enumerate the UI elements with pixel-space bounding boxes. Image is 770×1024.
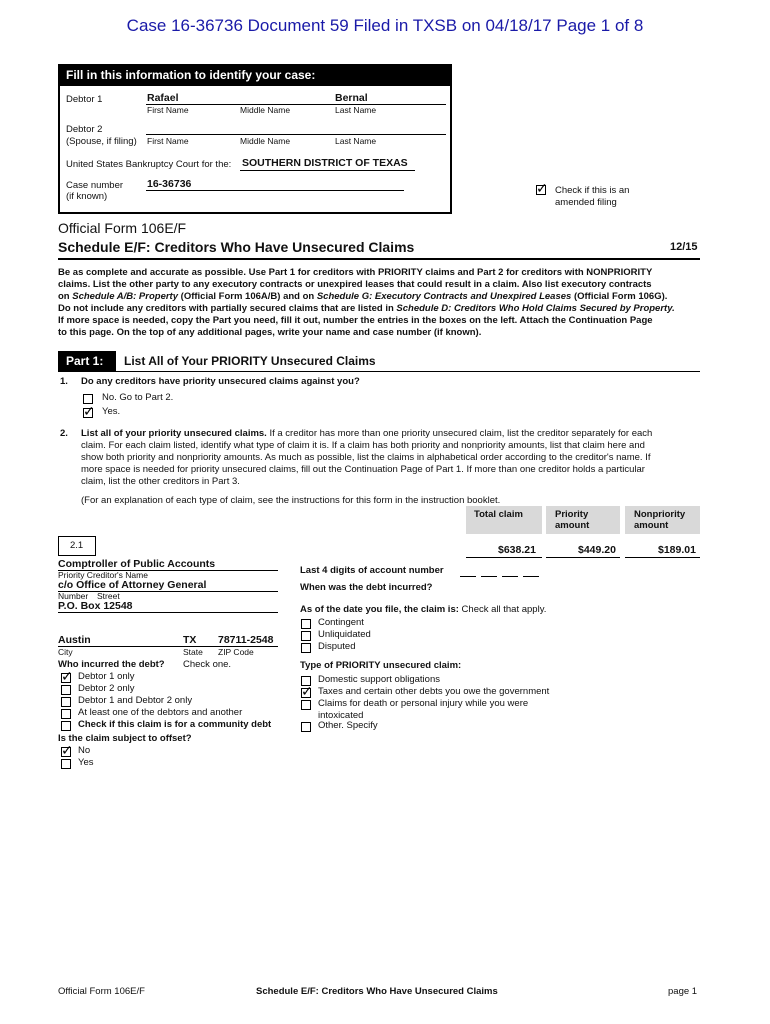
part1-label: Part 1: [58,351,116,371]
debtor1-name-line [146,104,446,105]
case-number-label: Case number [66,180,124,191]
debtor1-and-debtor2-label: Debtor 1 and Debtor 2 only [78,695,193,706]
case-number-sub-label: (if known) [66,191,108,202]
debtor2-sub-label: (Spouse, if filing) [66,136,137,147]
court-label: United States Bankruptcy Court for the: [66,159,232,170]
debtor2-only-checkbox[interactable] [61,685,71,695]
taxes-checkbox[interactable] [301,688,311,698]
contingent-label: Contingent [318,617,364,628]
domestic-support-label: Domestic support obligations [318,674,440,685]
creditor-name-caption: Priority Creditor's Name [58,570,148,580]
city-caption: City [58,647,73,657]
identification-box-title-bar [58,64,452,86]
priority-amount-line [546,557,620,558]
q1-no-label: No. Go to Part 2. [102,392,174,403]
other-specify-label: Other. Specify [318,720,378,731]
footer-title: Schedule E/F: Creditors Who Have Unsecured Claims [256,986,498,997]
form-title: Schedule E/F: Creditors Who Have Unsecured Claims [58,239,415,255]
q2-line-5: claim, list the other creditors in Part 3. [81,476,240,487]
q2-line-2: claim. For each claim listed, identify what type of claim it is. If a claim has both priority and nonpriority amounts, list that claim here and [81,440,645,451]
q1-yes-label: Yes. [102,406,121,417]
creditor-address-2-line [58,612,278,613]
nonpriority-amount-line [625,557,700,558]
case-number-value[interactable]: 16-36736 [147,178,192,190]
amended-filing-label-2: amended filing [555,197,617,208]
debtor2-first-name-caption: First Name [147,136,189,146]
taxes-label: Taxes and certain other debts you owe the government [318,686,550,697]
death-injury-label-1: Claims for death or personal injury while you were [318,698,529,709]
total-claim-header: Total claim [474,509,523,520]
at-least-one-debtor-checkbox[interactable] [61,709,71,719]
claim-total-amount[interactable]: $638.21 [498,544,536,556]
debtor2-only-label: Debtor 2 only [78,683,135,694]
instructions-line-4: Do not include any creditors with partially secured claims that are listed in Schedule D: Creditors Who Hold Claims Secured by Property. [58,303,675,314]
nonpriority-header-2: amount [634,520,669,531]
q2-line-4: more space is needed for priority unsecured claims, fill out the Continuation Page of Part 1. If more than one creditor holds a particular [81,464,645,475]
debtor1-last-name-caption: Last Name [335,105,377,115]
last4-label: Last 4 digits of account number [300,565,444,576]
address-number-caption: Number [58,591,89,601]
address-street-caption: Street [97,591,120,601]
instructions-line-6: to this page. On the top of any additional pages, write your name and case number (if known). [58,327,482,338]
creditor-address-1-line [58,591,278,592]
creditor-zip[interactable]: 78711-2548 [218,634,274,646]
unliquidated-checkbox[interactable] [301,631,311,641]
offset-yes-label: Yes [78,757,94,768]
debtor1-middle-name-caption: Middle Name [240,105,291,115]
last4-digit-2[interactable] [481,576,497,577]
instructions-line-2: claims. List the other party to any executory contracts or unexpired leases that could result in a claim. Also list executory contracts [58,279,652,290]
creditor-address-1[interactable]: c/o Office of Attorney General [58,579,207,591]
priority-header-1: Priority [555,509,589,520]
who-incurred-hint: Check one. [183,659,232,670]
disputed-label: Disputed [318,641,356,652]
state-caption: State [183,647,203,657]
debtor2-name-line[interactable] [146,134,446,135]
q2-line-3: show both priority and nonpriority amounts. As much as possible, list the claims in alphabetical order according to the creditor's name. If [81,452,651,463]
q2-note: (For an explanation of each type of claim, see the instructions for this form in the instruction booklet. [81,495,501,506]
debtor2-middle-name-caption: Middle Name [240,136,291,146]
creditor-name[interactable]: Comptroller of Public Accounts [58,558,216,570]
priority-type-label: Type of PRIORITY unsecured claim: [300,660,462,671]
q1-number: 1. [60,376,68,387]
q1-yes-checkbox[interactable] [83,408,93,418]
form-version: 12/15 [670,241,698,253]
as-of-date-line: As of the date you file, the claim is: Check all that apply. [300,604,547,615]
community-debt-label: Check if this claim is for a community debt [78,719,272,730]
court-line [240,170,415,171]
instructions-line-1: Be as complete and accurate as possible. Use Part 1 for creditors with PRIORITY claims and Part 2 for creditors with NONPRIORITY [58,267,653,278]
official-form-label: Official Form 106E/F [58,220,187,236]
claim-priority-amount[interactable]: $449.20 [578,544,616,556]
debtor1-only-label: Debtor 1 only [78,671,135,682]
zip-caption: ZIP Code [218,647,254,657]
identification-box-title: Fill in this information to identify your case: [66,68,316,82]
debtor1-first-name[interactable]: Rafael [147,92,179,104]
debtor1-label: Debtor 1 [66,94,103,105]
title-rule [58,258,700,260]
death-injury-label-2: intoxicated [318,710,364,721]
footer-page-number: page 1 [668,986,698,997]
contingent-checkbox[interactable] [301,619,311,629]
case-number-line [146,190,404,191]
footer-form-name: Official Form 106E/F [58,986,145,997]
amended-filing-label-1: Check if this is an [555,185,630,196]
creditor-address-2[interactable]: P.O. Box 12548 [58,600,133,612]
death-injury-checkbox[interactable] [301,700,311,710]
debtor1-last-name[interactable]: Bernal [335,92,368,104]
instructions-line-3: on Schedule A/B: Property (Official Form 106A/B) and on Schedule G: Executory Contracts and Unexpired Leases (Official Form 106G). [58,291,668,302]
debtor2-last-name-caption: Last Name [335,136,377,146]
last4-digit-4[interactable] [523,576,539,577]
last4-digit-1[interactable] [460,576,476,577]
claim-number: 2.1 [70,540,84,551]
instructions-line-5: If more space is needed, copy the Part you need, fill it out, number the entries in the boxes on the left. Attach the Continuation Page [58,315,653,326]
claim-nonpriority-amount[interactable]: $189.01 [658,544,696,556]
court-value[interactable]: SOUTHERN DISTRICT OF TEXAS [242,157,408,169]
offset-label: Is the claim subject to offset? [58,733,192,744]
disputed-checkbox[interactable] [301,643,311,653]
who-incurred-label: Who incurred the debt? [58,659,165,670]
when-incurred-label: When was the debt incurred? [300,582,433,593]
community-debt-checkbox[interactable] [61,721,71,731]
debtor2-label: Debtor 2 [66,124,103,135]
total-amount-line [466,557,542,558]
other-checkbox[interactable] [301,722,311,732]
creditor-state[interactable]: TX [183,634,197,646]
debtor1-only-checkbox[interactable] [61,673,71,683]
last4-digit-3[interactable] [502,576,518,577]
nonpriority-header-1: Nonpriority [634,509,686,520]
debtor1-and-debtor2-checkbox[interactable] [61,697,71,707]
offset-no-label: No [78,745,91,756]
priority-header-2: amount [555,520,590,531]
part1-title: List All of Your PRIORITY Unsecured Claims [124,354,376,368]
offset-no-checkbox[interactable] [61,747,71,757]
debtor1-first-name-caption: First Name [147,105,189,115]
amended-filing-checkbox[interactable] [536,185,546,195]
at-least-one-debtor-label: At least one of the debtors and another [78,707,243,718]
offset-yes-checkbox[interactable] [61,759,71,769]
part1-rule [58,371,700,372]
case-header: Case 16-36736 Document 59 Filed in TXSB on 04/18/17 Page 1 of 8 [126,16,644,35]
creditor-city[interactable]: Austin [58,634,91,646]
q1-text: Do any creditors have priority unsecured claims against you? [81,376,360,387]
q2-number: 2. [60,428,68,439]
q2-line-1: List all of your priority unsecured claims. If a creditor has more than one priority unsecured claim, list the creditor separately for each [81,428,653,439]
unliquidated-label: Unliquidated [318,629,371,640]
